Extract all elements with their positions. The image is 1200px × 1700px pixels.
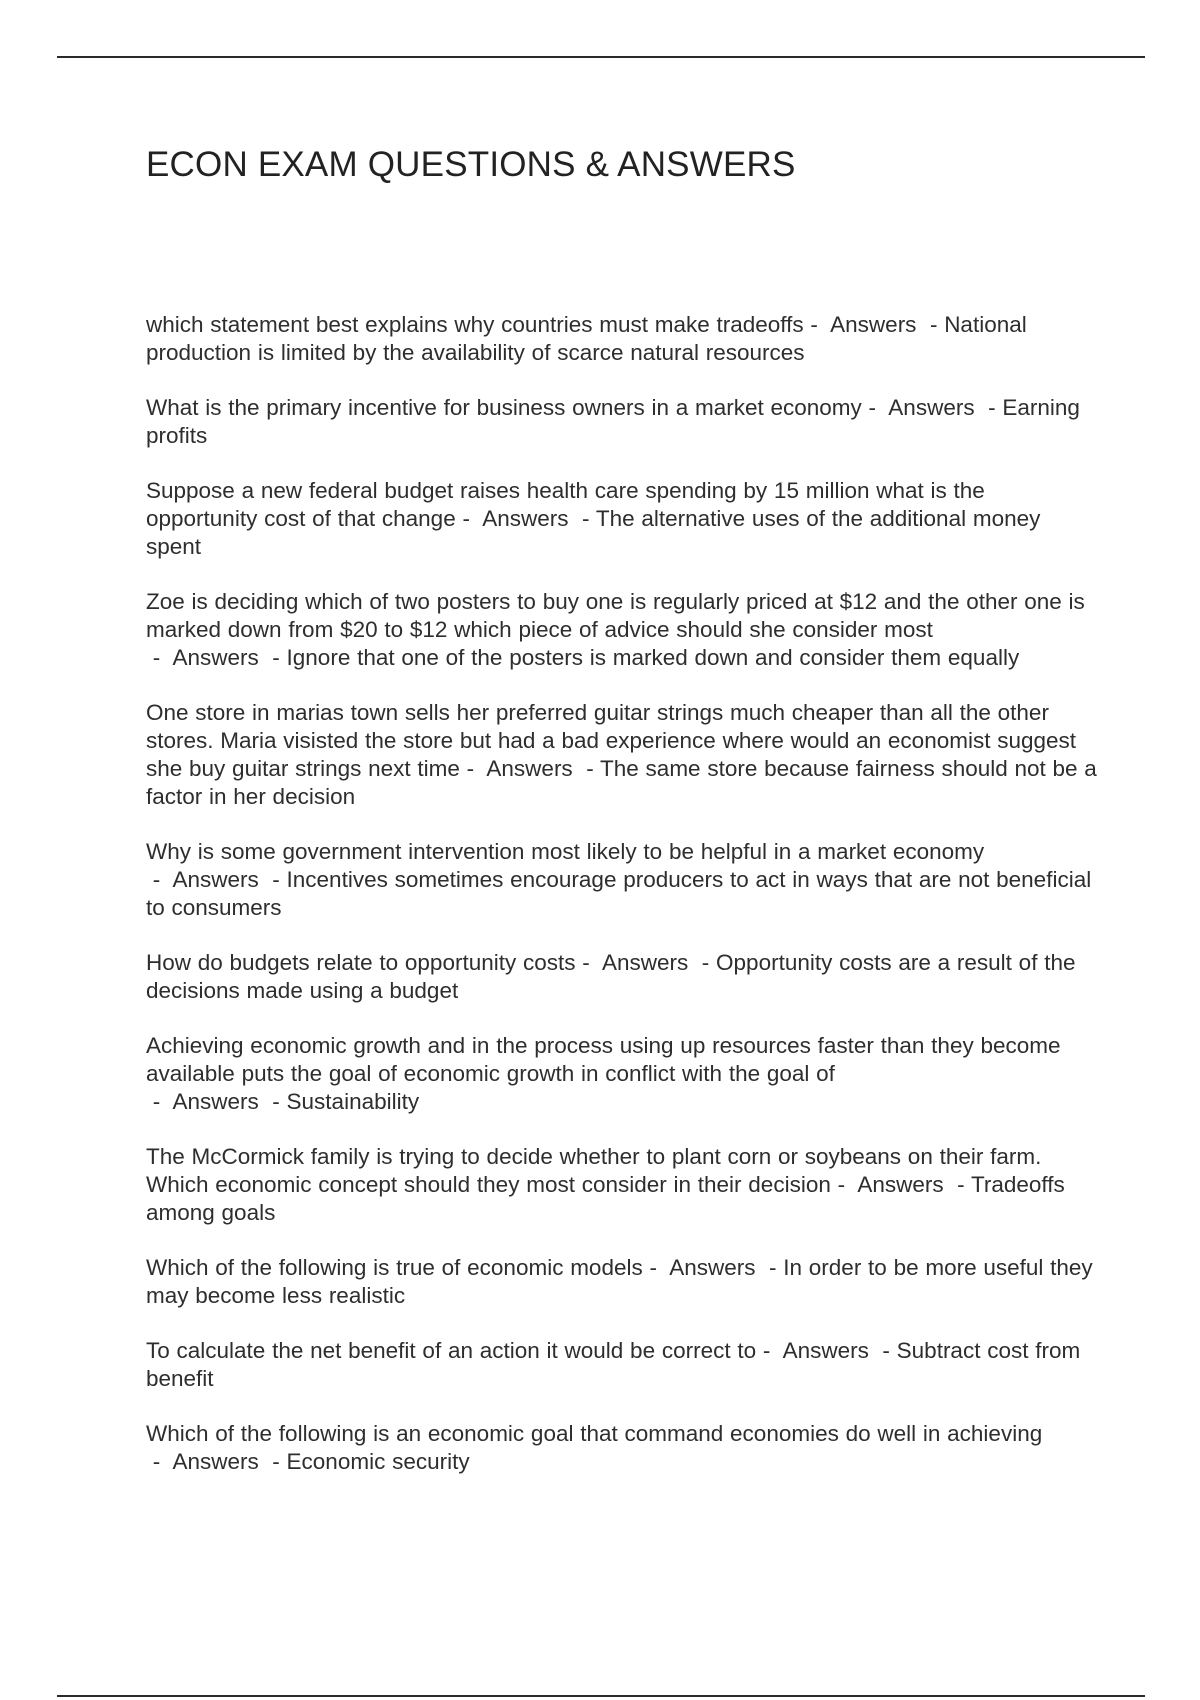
answer-separator: - Answers - — [146, 1449, 287, 1474]
question-text: The McCormick family is trying to decide whether to plant corn or soybeans on their farm. Which economic concept should they most consider in their decision — [146, 1144, 1042, 1197]
qa-item-11 — [146, 1337, 1101, 1393]
answer-separator: - Answers - — [146, 645, 287, 670]
qa-item-8 — [146, 1032, 1101, 1116]
answer-text: The alternative uses of the additional money spent — [146, 506, 1041, 559]
qa-item-12 — [146, 1420, 1101, 1476]
qa-item-6 — [146, 838, 1101, 922]
answer-separator: - Answers - — [830, 1172, 971, 1197]
answer-separator: - Answers - — [455, 506, 596, 531]
question-text: To calculate the net benefit of an action it would be correct to — [146, 1338, 757, 1363]
question-text: How do budgets relate to opportunity costs — [146, 950, 576, 975]
qa-item-10 — [146, 1254, 1101, 1310]
answer-separator: - Answers - — [146, 1089, 287, 1114]
question-text: which statement best explains why countries must make tradeoffs — [146, 312, 804, 337]
qa-item-1 — [146, 311, 1101, 367]
qa-item-2 — [146, 394, 1101, 450]
question-text: Which of the following is an economic goal that command economies do well in achieving — [146, 1421, 1043, 1446]
question-text: Why is some government intervention most likely to be helpful in a market economy — [146, 839, 985, 864]
answer-text: Ignore that one of the posters is marked down and consider them equally — [286, 645, 1020, 670]
question-text: One store in marias town sells her preferred guitar strings much cheaper than all the other stores. Maria visisted the store but had a bad experience where would an economist suggest she buy guitar strings next time — [146, 700, 1077, 781]
qa-item-9 — [146, 1143, 1101, 1227]
answer-separator: - Answers - — [642, 1255, 784, 1280]
question-text: Which of the following is true of economic models — [146, 1255, 643, 1280]
top-rule — [57, 56, 1145, 58]
qa-item-3 — [146, 477, 1101, 561]
question-text: Zoe is deciding which of two posters to buy one is regularly priced at $12 and the other one is marked down from $20 to $12 which piece of advice should she consider most — [146, 589, 1085, 642]
answer-text: Sustainability — [286, 1089, 420, 1114]
qa-item-5 — [146, 699, 1101, 811]
question-text: Suppose a new federal budget raises health care spending by 15 million what is the opportunity cost of that change — [146, 478, 985, 531]
answer-separator: - Answers - — [575, 950, 717, 975]
answer-separator: - Answers - — [756, 1338, 897, 1363]
qa-list — [146, 311, 1101, 1503]
answer-text: Subtract cost from benefit — [146, 1338, 1081, 1391]
answer-text: In order to be more useful they may become less realistic — [146, 1255, 1093, 1308]
question-text: What is the primary incentive for business owners in a market economy — [146, 395, 862, 420]
answer-separator: - Answers - — [146, 867, 287, 892]
answer-text: Earning profits — [146, 395, 1080, 448]
bottom-rule — [57, 1695, 1145, 1697]
document-title: ECON EXAM QUESTIONS & ANSWERS — [146, 145, 796, 184]
question-text: Achieving economic growth and in the process using up resources faster than they become available puts the goal of economic growth in conflict with the goal of — [146, 1033, 1061, 1086]
answer-text: National production is limited by the availability of scarce natural resources — [146, 312, 1027, 365]
answer-text: Economic security — [286, 1449, 470, 1474]
answer-text: Tradeoffs among goals — [146, 1172, 1065, 1225]
qa-item-4 — [146, 588, 1101, 672]
document-body — [146, 143, 1101, 1474]
answer-separator: - Answers - — [861, 395, 1003, 420]
answer-text: Incentives sometimes encourage producers to act in ways that are not beneficial to consumers — [146, 867, 1092, 920]
answer-separator: - Answers - — [459, 756, 601, 781]
answer-text: The same store because fairness should not be a factor in her decision — [146, 756, 1097, 809]
answer-separator: - Answers - — [803, 312, 945, 337]
qa-item-7 — [146, 949, 1101, 1005]
answer-text: Opportunity costs are a result of the decisions made using a budget — [146, 950, 1076, 1003]
